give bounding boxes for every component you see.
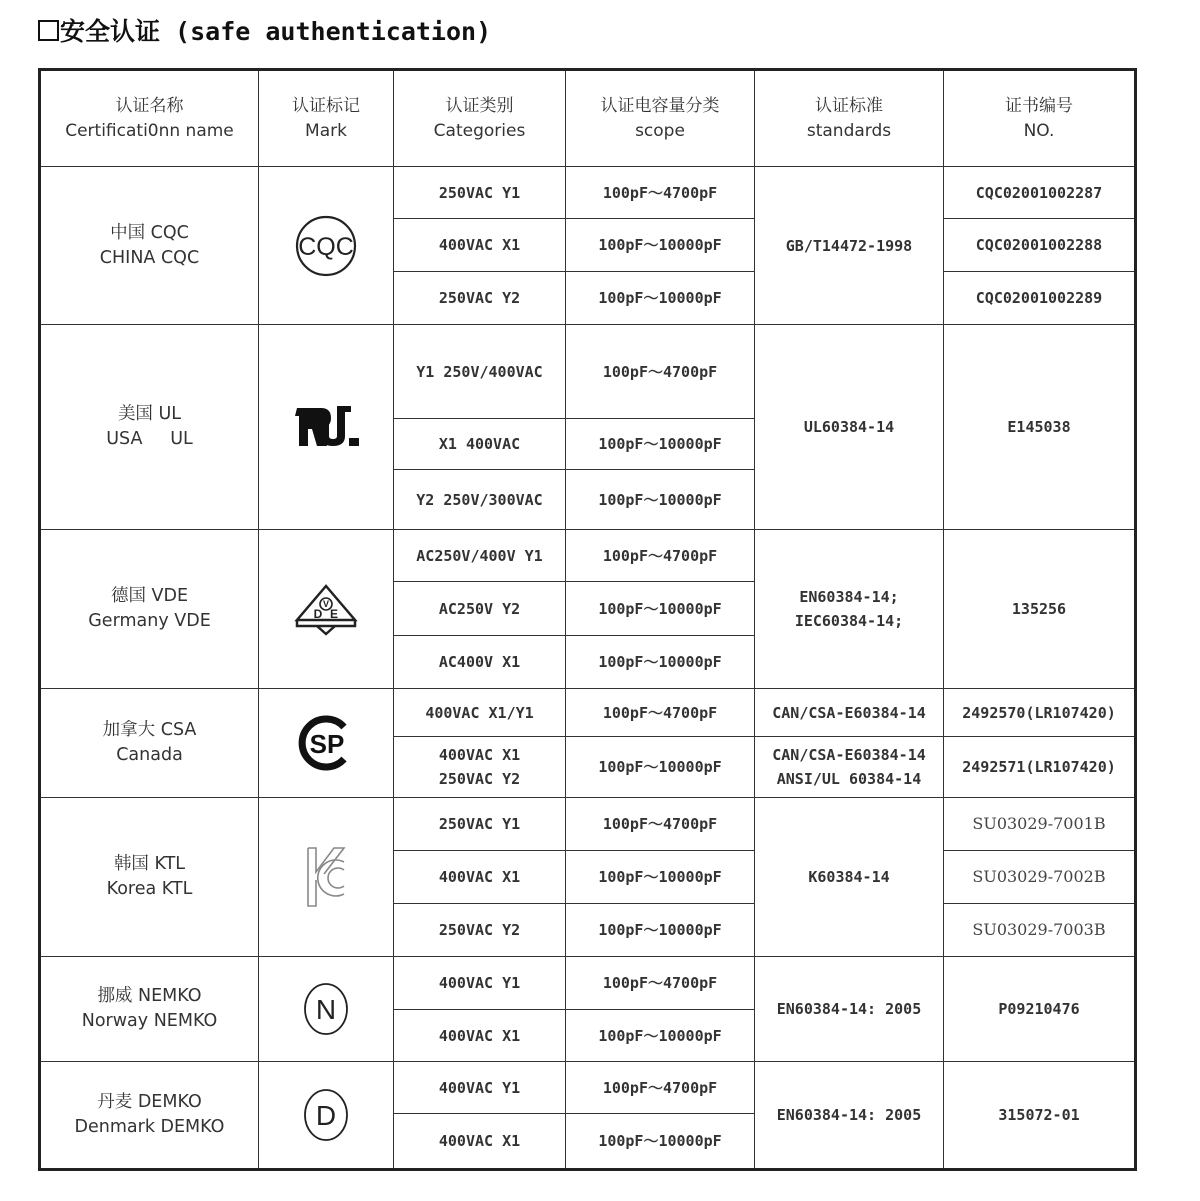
category-cell: 400VAC Y1	[394, 1062, 566, 1114]
category-cell: 400VAC X1/Y1	[394, 689, 566, 737]
standard-cell: GB/T14472-1998	[755, 167, 944, 325]
svg-text:E: E	[329, 607, 339, 621]
scope-cell: 100pF～10000pF	[566, 470, 755, 530]
scope-cell: 100pF～10000pF	[566, 904, 755, 957]
scope-cell: 100pF～10000pF	[566, 272, 755, 325]
category-cell: Y2 250V/300VAC	[394, 470, 566, 530]
standard-cell: UL60384-14	[755, 325, 944, 530]
standard-cell: EN60384-14; IEC60384-14;	[755, 530, 944, 689]
cert-number-cell: SU03029-7001B	[944, 798, 1136, 851]
standard-cell: EN60384-14: 2005	[755, 1062, 944, 1170]
table-row	[40, 957, 1136, 1010]
checkbox-square-icon	[38, 20, 59, 41]
scope-cell: 100pF～4700pF	[566, 689, 755, 737]
kc-logo-icon	[259, 798, 394, 957]
category-cell: 400VAC X1	[394, 1010, 566, 1062]
table-row	[40, 167, 1136, 219]
scope-cell: 100pF～4700pF	[566, 798, 755, 851]
category-cell: 400VAC X1	[394, 219, 566, 272]
category-cell: 250VAC Y1	[394, 167, 566, 219]
scope-cell: 100pF～4700pF	[566, 957, 755, 1010]
demko-logo-icon	[259, 1062, 394, 1170]
scope-cell: 100pF～4700pF	[566, 530, 755, 582]
svg-text:SP: SP	[309, 729, 345, 759]
table-header-row	[40, 70, 1136, 167]
cert-name-ktl: 韩国 KTL Korea KTL	[40, 798, 259, 957]
nemko-logo-icon	[259, 957, 394, 1062]
svg-text:N: N	[315, 994, 337, 1025]
category-cell: 400VAC X1	[394, 1114, 566, 1170]
cert-number-cell: SU03029-7002B	[944, 851, 1136, 904]
scope-cell: 100pF～10000pF	[566, 1010, 755, 1062]
vde-logo-icon	[259, 530, 394, 689]
svg-text:D: D	[313, 607, 323, 621]
table-row	[40, 798, 1136, 851]
cqc-logo-icon	[259, 167, 394, 325]
category-cell: Y1 250V/400VAC	[394, 325, 566, 419]
cert-number-cell: CQC02001002289	[944, 272, 1136, 325]
cert-number-cell: 135256	[944, 530, 1136, 689]
category-cell: 400VAC X1 250VAC Y2	[394, 737, 566, 798]
cert-number-cell: SU03029-7003B	[944, 904, 1136, 957]
category-cell: 250VAC Y2	[394, 272, 566, 325]
page-title-text: 安全认证 (safe authentication)	[60, 17, 492, 46]
scope-cell: 100pF～10000pF	[566, 219, 755, 272]
svg-text:D: D	[315, 1100, 337, 1131]
table-row	[40, 689, 1136, 737]
csa-logo-icon	[259, 689, 394, 798]
table-row	[40, 325, 1136, 419]
cert-number-cell: CQC02001002288	[944, 219, 1136, 272]
svg-text:CQC: CQC	[298, 232, 354, 261]
header-mark: 认证标记 Mark	[259, 70, 394, 167]
header-name: 认证名称 Certificati0nn name	[40, 70, 259, 167]
cert-number-cell: CQC02001002287	[944, 167, 1136, 219]
certification-table	[38, 68, 1137, 1171]
scope-cell: 100pF～4700pF	[566, 1062, 755, 1114]
header-categories: 认证类别 Categories	[394, 70, 566, 167]
category-cell: 250VAC Y1	[394, 798, 566, 851]
standard-cell: CAN/CSA-E60384-14 ANSI/UL 60384-14	[755, 737, 944, 798]
standard-cell: K60384-14	[755, 798, 944, 957]
cert-number-cell: 2492571(LR107420)	[944, 737, 1136, 798]
scope-cell: 100pF～10000pF	[566, 1114, 755, 1170]
standard-cell: EN60384-14: 2005	[755, 957, 944, 1062]
scope-cell: 100pF～4700pF	[566, 167, 755, 219]
cert-name-ul: 美国 UL USA UL	[40, 325, 259, 530]
scope-cell: 100pF～10000pF	[566, 737, 755, 798]
cert-name-demko: 丹麦 DEMKO Denmark DEMKO	[40, 1062, 259, 1170]
category-cell: AC250V/400V Y1	[394, 530, 566, 582]
header-number: 证书编号 NO.	[944, 70, 1136, 167]
cert-name-cqc: 中国 CQC CHINA CQC	[40, 167, 259, 325]
scope-cell: 100pF～10000pF	[566, 851, 755, 904]
cert-name-vde: 德国 VDE Germany VDE	[40, 530, 259, 689]
standard-cell: CAN/CSA-E60384-14	[755, 689, 944, 737]
cert-name-nemko: 挪威 NEMKO Norway NEMKO	[40, 957, 259, 1062]
svg-text:V: V	[322, 599, 330, 609]
scope-cell: 100pF～4700pF	[566, 325, 755, 419]
table-row	[40, 530, 1136, 582]
header-scope: 认证电容量分类 scope	[566, 70, 755, 167]
header-standards: 认证标准 standards	[755, 70, 944, 167]
category-cell: AC400V X1	[394, 636, 566, 689]
category-cell: 400VAC X1	[394, 851, 566, 904]
category-cell: X1 400VAC	[394, 419, 566, 470]
cert-number-cell: 315072-01	[944, 1062, 1136, 1170]
category-cell: 250VAC Y2	[394, 904, 566, 957]
cert-name-csa: 加拿大 CSA Canada	[40, 689, 259, 798]
cert-number-cell: 2492570(LR107420)	[944, 689, 1136, 737]
ul-logo-icon	[259, 325, 394, 530]
scope-cell: 100pF～10000pF	[566, 419, 755, 470]
category-cell: 400VAC Y1	[394, 957, 566, 1010]
scope-cell: 100pF～10000pF	[566, 582, 755, 636]
page-title	[38, 12, 491, 48]
category-cell: AC250V Y2	[394, 582, 566, 636]
table-row	[40, 1062, 1136, 1114]
scope-cell: 100pF～10000pF	[566, 636, 755, 689]
cert-number-cell: P09210476	[944, 957, 1136, 1062]
cert-number-cell: E145038	[944, 325, 1136, 530]
